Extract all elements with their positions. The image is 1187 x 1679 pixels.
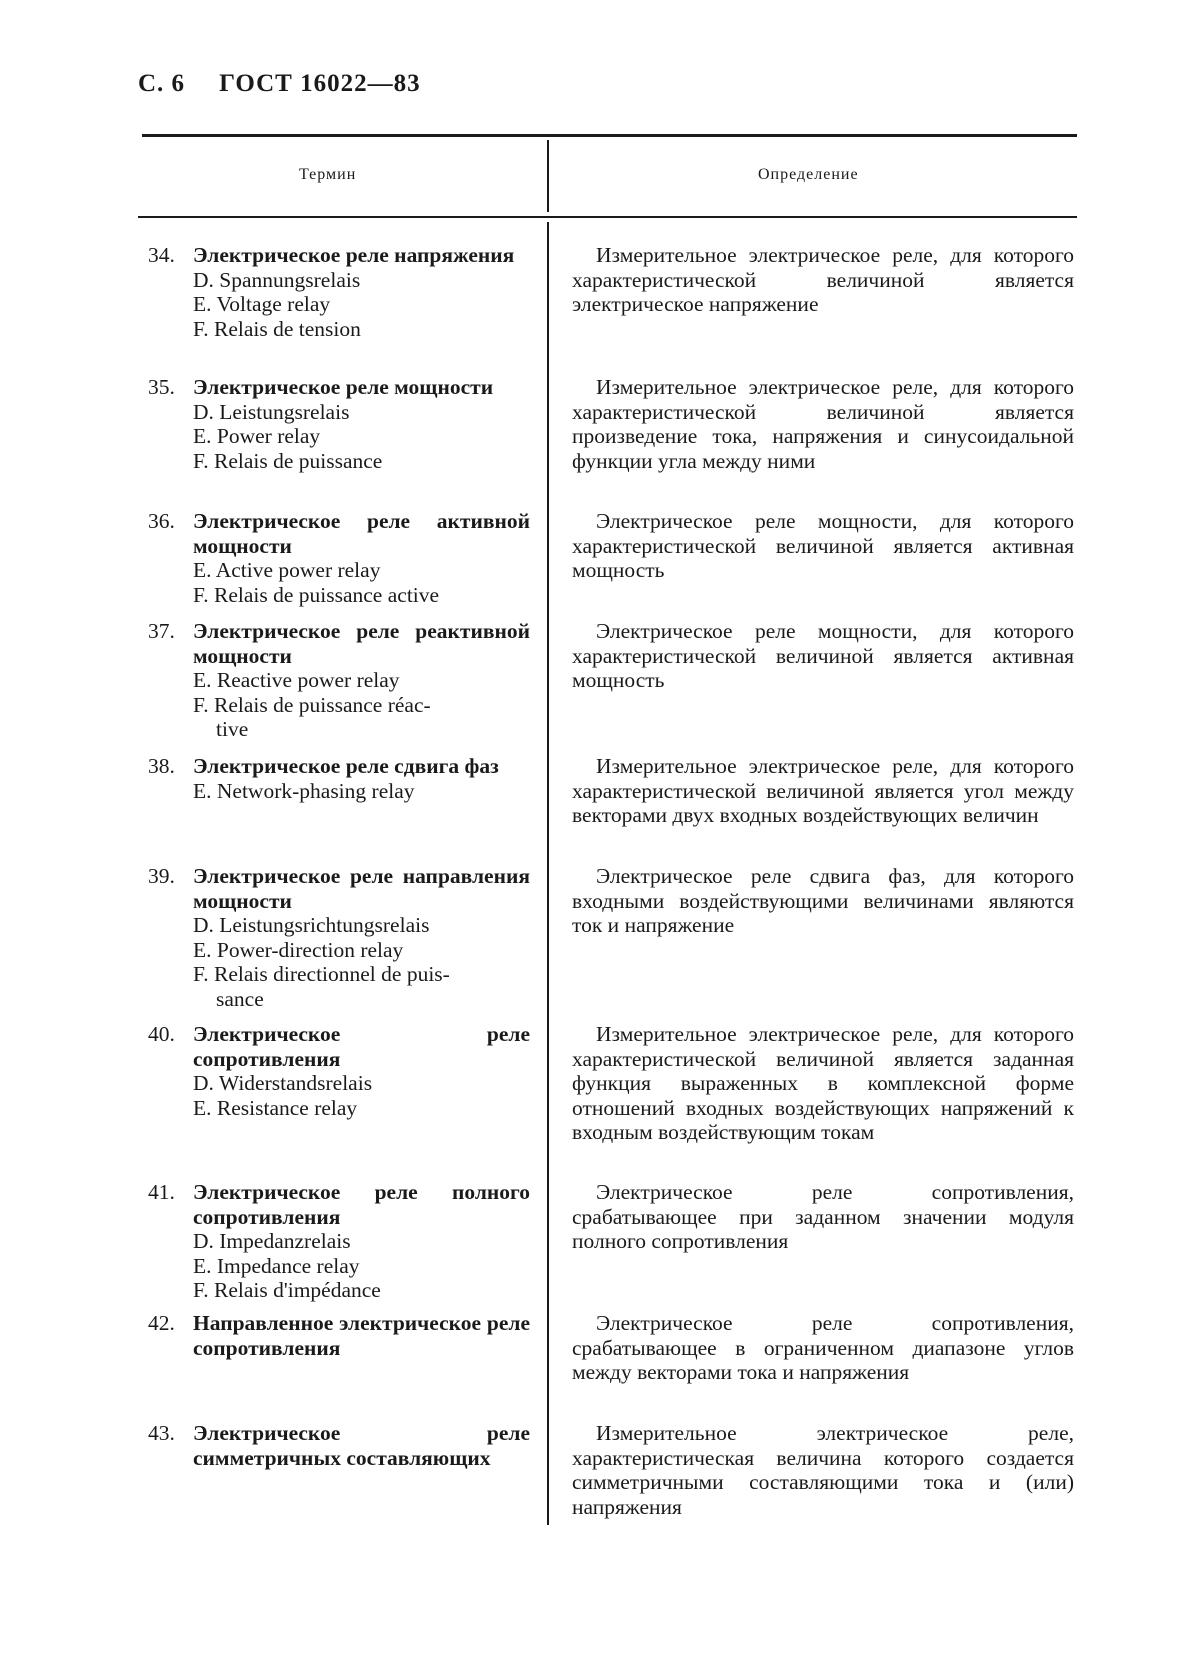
term-translation: F. Relais de tension bbox=[193, 316, 361, 341]
entry-number: 40. bbox=[148, 1022, 175, 1046]
entry-term-cell bbox=[148, 1180, 530, 1303]
term-translation: E. Power-direction relay bbox=[193, 937, 404, 962]
term-translation: F. Relais de puissance bbox=[193, 448, 383, 473]
term-translation: sance bbox=[216, 986, 264, 1011]
entry-number: 42. bbox=[148, 1311, 175, 1335]
term-translation: E. Power relay bbox=[193, 424, 321, 448]
entry-term-cell bbox=[148, 375, 530, 473]
term-translation: D. Leistungsrelais bbox=[193, 399, 350, 424]
term-translation: E. Voltage relay bbox=[193, 292, 331, 316]
term-translation: F. Relais d'impédance bbox=[193, 1278, 381, 1302]
entry-term-cell bbox=[148, 619, 530, 742]
entry-number: 41. bbox=[148, 1180, 175, 1204]
term-russian: Электрическое реле симметричных составляющих bbox=[193, 1421, 530, 1470]
entry-number: 35. bbox=[148, 375, 175, 399]
column-divider-body bbox=[547, 222, 549, 1525]
term-translation: F. Relais directionnel de puis- bbox=[193, 962, 450, 986]
term-translation: D. Spannungsrelais bbox=[193, 267, 361, 292]
top-rule bbox=[142, 134, 1077, 137]
entry-number: 37. bbox=[148, 619, 175, 643]
term-russian: Электрическое реле сопротивления bbox=[193, 1022, 530, 1071]
entry-term-cell bbox=[148, 864, 530, 1011]
entry-definition: Измерительное электрическое реле, для которого характеристической величиной является произведение тока, напряжения и синусоидальной функции угла между ними bbox=[572, 375, 1074, 473]
term-russian: Электрическое реле направления мощности bbox=[193, 864, 530, 913]
entry-term-cell bbox=[148, 509, 530, 607]
entry-number: 43. bbox=[148, 1421, 175, 1445]
column-header-term: Термин bbox=[299, 166, 357, 183]
term-russian: Электрическое реле реактивной мощности bbox=[193, 619, 530, 668]
entry-number: 36. bbox=[148, 509, 175, 533]
term-translation: D. Leistungsrichtungsrelais bbox=[193, 913, 430, 937]
entry-term-cell bbox=[148, 1421, 530, 1470]
term-russian: Электрическое реле активной мощности bbox=[193, 509, 530, 558]
term-translation: E. Active power relay bbox=[193, 558, 381, 582]
entry-definition: Электрическое реле мощности, для которого характеристической величиной является активная мощность bbox=[572, 619, 1074, 692]
entry-definition: Электрическое реле сдвига фаз, для которого входными воздействующими величинами являются ток и напряжение bbox=[572, 864, 1074, 937]
term-russian: Направленное электрическое реле сопротивления bbox=[193, 1311, 530, 1360]
entry-definition: Измерительное электрическое реле, для которого характеристической величиной является электрическое напряжение bbox=[572, 243, 1074, 316]
term-translation: tive bbox=[216, 717, 249, 741]
page-number: С. 6 bbox=[138, 70, 186, 97]
entry-definition: Электрическое реле сопротивления, срабатывающее в ограниченном диапазоне углов между векторами тока и напряжения bbox=[572, 1311, 1074, 1384]
entry-term-cell bbox=[148, 243, 530, 341]
header-rule bbox=[138, 216, 1077, 218]
entry-definition: Электрическое реле мощности, для которого характеристической величиной является активная мощность bbox=[572, 509, 1074, 582]
term-translation: F. Relais de puissance réac- bbox=[193, 692, 431, 717]
term-translation: E. Reactive power relay bbox=[193, 668, 400, 692]
entry-term-cell bbox=[148, 754, 530, 803]
term-translation: E. Resistance relay bbox=[193, 1095, 358, 1120]
term-translation: F. Relais de puissance active bbox=[193, 582, 440, 607]
entry-definition: Измерительное электрическое реле, для которого характеристической величиной является угол между векторами двух входных воздействующих величин bbox=[572, 754, 1074, 827]
page-header bbox=[138, 70, 421, 98]
term-translation: E. Impedance relay bbox=[193, 1253, 360, 1278]
entry-number: 39. bbox=[148, 864, 175, 888]
entry-definition: Измерительное электрическое реле, для которого характеристической величиной является заданная функция выраженных в комплексной форме отношений входных воздействующих напряжений к входным воздействующим токам bbox=[572, 1022, 1074, 1144]
term-russian: Электрическое реле мощности bbox=[193, 375, 494, 399]
term-russian: Электрическое реле полного сопротивления bbox=[193, 1180, 530, 1229]
term-russian: Электрическое реле сдвига фаз bbox=[193, 754, 499, 778]
term-translation: D. Impedanzrelais bbox=[193, 1229, 351, 1253]
standard-code: ГОСТ 16022—83 bbox=[219, 70, 421, 97]
entry-term-cell bbox=[148, 1311, 530, 1360]
entry-number: 38. bbox=[148, 754, 175, 778]
entry-definition: Измерительное электрическое реле, характеристическая величина которого создается симметричными составляющими тока и (или) напряжения bbox=[572, 1421, 1074, 1519]
column-divider-header bbox=[547, 140, 549, 212]
entry-definition: Электрическое реле сопротивления, срабатывающее при заданном значении модуля полного сопротивления bbox=[572, 1180, 1074, 1253]
column-header-definition: Определение bbox=[758, 166, 859, 183]
entry-term-cell bbox=[148, 1022, 530, 1120]
term-translation: D. Widerstandsrelais bbox=[193, 1071, 373, 1095]
term-translation: E. Network-phasing relay bbox=[193, 778, 415, 803]
entry-number: 34. bbox=[148, 243, 175, 267]
term-russian: Электрическое реле напряжения bbox=[193, 243, 515, 267]
